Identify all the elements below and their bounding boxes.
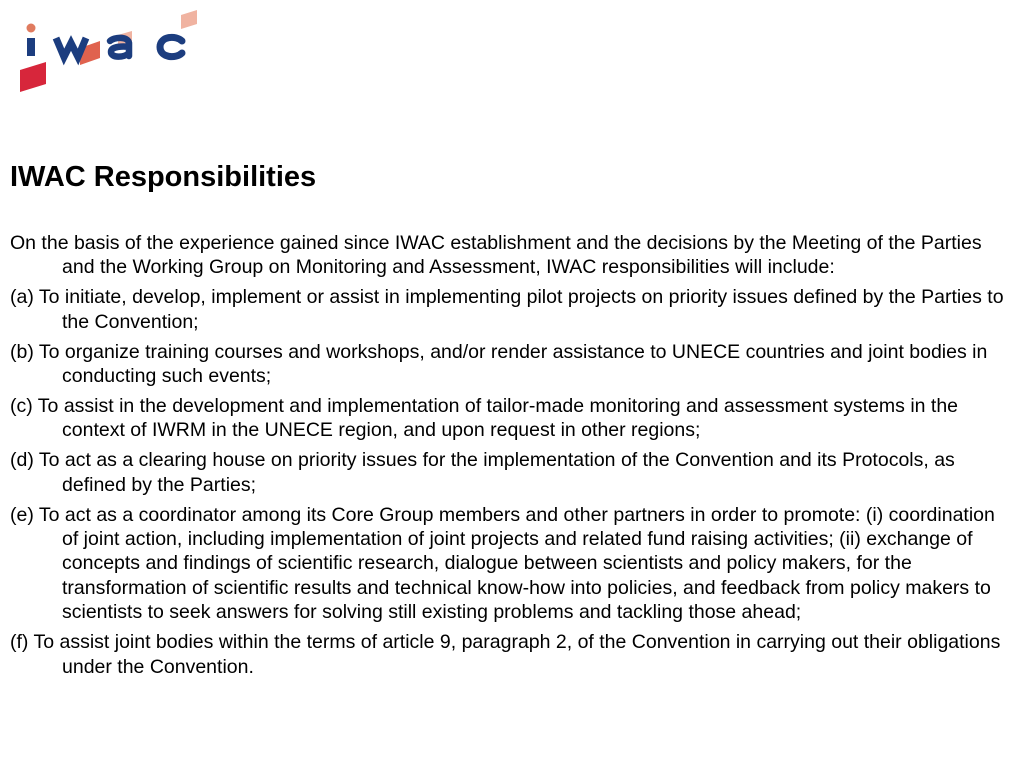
logo-letter-a: [110, 38, 129, 57]
logo-letter-i: [27, 38, 35, 56]
responsibility-a: (a) To initiate, develop, implement or assist in implementing pilot projects on priority issues defined by the Parties to the Convention;: [10, 286, 1004, 333]
iwac-logo: [18, 10, 208, 100]
logo-letter-w: [56, 38, 86, 57]
responsibility-e: (e) To act as a coordinator among its Core Group members and other partners in order to promote: (i) coordination of joint action, including implementation of joint projects and related fund raising activities; (ii) exchange of concepts and findings of scientific research, dialogue between scientists and policy makers, for the transformation of scientific results and technical know-how into policies, and feedback from policy makers to scientists to seek answers for solving still existing problems and tackling those ahead;: [10, 503, 995, 624]
page-title: IWAC Responsibilities: [10, 161, 317, 193]
logo-square-dark: [20, 62, 46, 92]
responsibility-b: (b) To organize training courses and workshops, and/or render assistance to UNECE countries and joint bodies in conducting such events;: [10, 340, 988, 388]
responsibility-d: (d) To act as a clearing house on priority issues for the implementation of the Convention and its Protocols, as defined by the Parties;: [10, 449, 955, 496]
logo-letter-c: [160, 37, 182, 56]
logo-i-dot: [27, 24, 36, 33]
logo-square-light-2: [181, 10, 197, 29]
responsibility-c: (c) To assist in the development and implementation of tailor-made monitoring and assessment systems in the context of IWRM in the UNECE region, and upon request in other regions;: [10, 394, 959, 442]
intro-paragraph: On the basis of the experience gained since IWAC establishment and the decisions by the Meeting of the Parties and the Working Group on Monitoring and Assessment, IWAC responsibilities will include:: [10, 232, 982, 279]
responsibility-f: (f) To assist joint bodies within the terms of article 9, paragraph 2, of the Convention in carrying out their obligations under the Convention.: [10, 631, 1001, 678]
body-text: [10, 231, 1010, 684]
